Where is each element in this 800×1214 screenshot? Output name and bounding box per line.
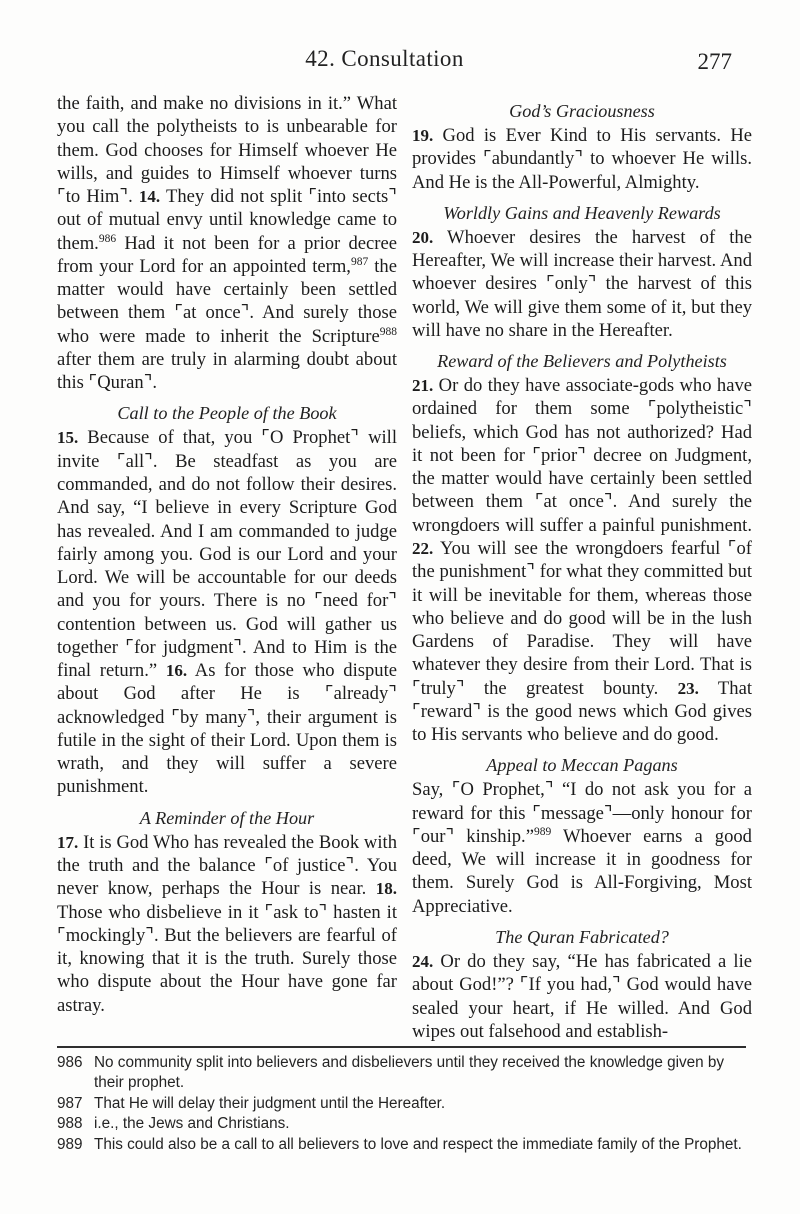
verse-text: That ⌜reward⌝ is the good news which God gives to His servants who believe and do good. [412, 677, 752, 746]
section-heading: Worldly Gains and Heavenly Rewards [443, 202, 721, 223]
page-header [57, 46, 752, 86]
footnote-text: No community split into believers and disbelievers until they received the knowledge given by their prophet. [94, 1054, 725, 1092]
verse-number: 16. [165, 661, 188, 681]
verse-number: 15. [57, 428, 79, 448]
verse-text: Or do they have associate-gods who have ordained for them some ⌜polytheistic⌝ beliefs, which God has not authorized? Had it not been for ⌜prior⌝ decree on Judgment, the matter would have certainly been settled between them ⌜at once⌝. And surely the wrongdoers will suffer a painful punishment. [412, 375, 752, 536]
verse-number: 19. [412, 126, 434, 145]
verse-text: after them are truly in alarming doubt about this ⌜Quran⌝. [57, 348, 397, 394]
text-columns [57, 92, 752, 1042]
footnote-ref: 986 [98, 232, 117, 245]
verse-number: 14. [138, 187, 161, 207]
verse-text: It is God Who has revealed the Book with the truth and the balance ⌜of justice⌝. You never know, perhaps the Hour is near. [57, 831, 397, 900]
footnote-text: This could also be a call to all believers to love and respect the immediate family of the Prophet. [94, 1135, 742, 1153]
footnote-ref: 989 [533, 825, 552, 838]
footnote-item [57, 1094, 746, 1114]
footnotes-section [57, 1046, 746, 1155]
verse-paragraph [412, 778, 752, 918]
verse-text: As for those who dispute about God after He is ⌜already⌝ acknowledged ⌜by many⌝, their argument is futile in the sight of their Lord. Upon them is wrath, and they will suffer a severe punishment. [57, 660, 397, 798]
verse-number: 24. [412, 951, 434, 971]
footnote-number: 988 [57, 1115, 83, 1133]
verse-number: 23. [677, 678, 699, 698]
section-heading: God’s Graciousness [509, 101, 655, 121]
verse-text: Because of that, you ⌜O Prophet⌝ will invite ⌜all⌝. Be steadfast as you are commanded, and do not follow their desires. And say, “I believe in every Scripture God has revealed. And I am commanded to judge fairly among you. God is our Lord and your Lord. We will be accountable for our deeds and you for yours. There is no ⌜need for⌝ contention between us. God will gather us together ⌜for judgment⌝. And to Him is the final return.” [57, 427, 397, 682]
footnote-item [57, 1135, 746, 1155]
footnote-divider [57, 1046, 746, 1048]
verse-paragraph [412, 124, 752, 194]
verse-text: Say, ⌜O Prophet,⌝ “I do not ask you for a reward for this ⌜message⌝—only honour for ⌜our⌝ kinship.” [412, 779, 752, 847]
chapter-title: 42. Consultation [305, 46, 464, 71]
verse-text: Had it not been for a prior decree from your Lord for an appointed term, [57, 232, 397, 277]
left-column [57, 92, 397, 1042]
verse-number: 21. [412, 376, 434, 396]
verse-text: They did not split ⌜into sects⌝ out of mutual envy until knowledge came to them. [57, 186, 397, 254]
verse-text: Those who disbelieve in it ⌜ask to⌝ hasten it ⌜mockingly⌝. But the believers are fearful of it, knowing that it is the truth. Surely those who dispute about the Hour have gone far astray. [57, 901, 397, 1016]
footnote-ref: 987 [350, 255, 369, 268]
verse-paragraph [57, 92, 397, 394]
verse-number: 17. [57, 832, 79, 852]
verse-text: Whoever desires the harvest of the Hereafter, We will increase their harvest. And whoever desires ⌜only⌝ the harvest of this world, We will give them some of it, but they will have no share in the Hereafter. [412, 226, 752, 341]
verse-number: 20. [412, 227, 434, 247]
verse-text: Or do they say, “He has fabricated a lie about God!”? ⌜If you had,⌝ God would have sealed your heart, if He willed. And God wipes out falsehood and establish- [412, 950, 752, 1042]
verse-paragraph [57, 831, 397, 1017]
verse-text: God is Ever Kind to His servants. He provides ⌜abundantly⌝ to whoever He wills. And He is the All-Powerful, Almighty. [412, 125, 752, 193]
footnote-number: 986 [57, 1054, 83, 1071]
verse-text: the matter would have certainly been settled between them ⌜at once⌝. And surely those who were made to inherit the Scripture [57, 255, 397, 347]
right-column [412, 92, 752, 1042]
verse-paragraph [412, 950, 752, 1042]
section-heading: The Quran Fabricated? [495, 926, 669, 947]
verse-paragraph [57, 426, 397, 798]
footnote-ref: 988 [379, 325, 397, 338]
page-number: 277 [697, 49, 732, 74]
footnote-item [57, 1114, 746, 1134]
verse-text: You will see the wrongdoers fearful ⌜of the punishment⌝ for what they committed but it will be inevitable for them, whereas those who believe and do good will be in the lush Gardens of Paradise. They will have whatever they desire from their Lord. That is ⌜truly⌝ the greatest bounty. [412, 537, 752, 699]
section-heading: A Reminder of the Hour [139, 807, 315, 828]
verse-number: 22. [412, 538, 434, 558]
section-heading: Reward of the Believers and Polytheists [437, 351, 727, 372]
section-heading: Appeal to Meccan Pagans [486, 755, 678, 776]
verse-number: 18. [375, 879, 397, 899]
section-heading: Call to the People of the Book [117, 403, 337, 424]
footnote-text: i.e., the Jews and Christians. [94, 1115, 290, 1133]
footnote-item [57, 1053, 746, 1094]
footnote-list [57, 1053, 746, 1155]
footnote-number: 989 [57, 1135, 83, 1153]
verse-paragraph [412, 226, 752, 342]
verse-text: the faith, and make no divisions in it.” What you call the polytheists to is unbearable for them. God chooses for Himself whoever He wills, and guides to Himself whoever turns ⌜to Him⌝. [57, 93, 397, 208]
footnote-number: 987 [57, 1094, 83, 1112]
verse-paragraph [412, 374, 752, 746]
verse-text: Whoever earns a good deed, We will increase it in goodness for them. Surely God is All-Forgiving, Most Appreciative. [412, 825, 752, 917]
footnote-text: That He will delay their judgment until the Hereafter. [94, 1094, 446, 1112]
